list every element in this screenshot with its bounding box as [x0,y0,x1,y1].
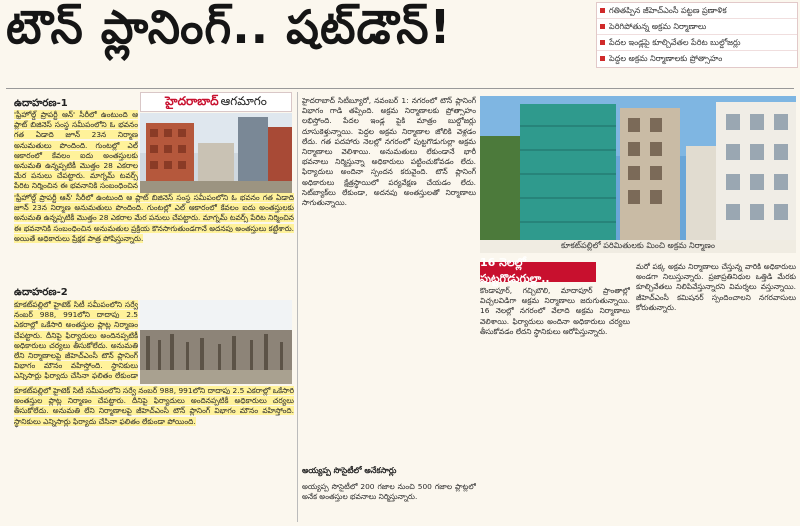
bullet-icon [600,40,605,45]
demolition-photo [140,300,292,384]
brand-strip [140,92,292,112]
bullet-icon [600,24,605,29]
example-1-label: ఉదాహరణ-1 [14,98,68,109]
column-rule [297,92,298,522]
article-text: 'ఫ్రీహోల్డ్ ప్రాపర్టీ ఆన్' సీరీలో ఉంటుంది ఆ ప్లాట్ బిజినెస్ సంస్థ సమీపంలోని ఓ భవనం గత ఏడాది జూన్ 23న నిర్మాణ అనుమతులు పొందింది. గుంటల్లో ఎల్ ఆకారంలో కేవలం ఐదు అంతస్తులకు అనుమతి ఉన్నప్పటికీ మొత్తం 28 ఎకరాల మేర పనులు చేపట్టారు. మాగ్నమ్ టవర్స్ పేరిట నిర్మించిన ఈ భవనానికి సంబంధించిన అనుమతుల ప్రక్రియ కొనసాగుతుండగానే అదనపు అంతస్తులు కట్టేశారు. అయితే అధికారులు ప్రేక్షక పాత్ర పోషిస్తున్నారు. [14,193,294,243]
article-col1-sec2 [14,300,138,380]
bullet-icon [600,8,605,13]
article-col1-bottom [14,386,294,522]
example-2-label: ఉదాహరణ-2 [14,287,68,298]
red-subhead: 16 నెలల్లో పుట్టగొడుగుల్లా.. [480,262,596,282]
article-text: మరో పక్క అక్రమ నిర్మాణాలు చేస్తున్న వారికి అధికారులు అండగా నిలుస్తున్నారు. ప్రజాప్రతినిధుల ఒత్తిడి మేరకు కూల్చివేతలు నిలిపివేస్తున్నారని విమర్శలు వస్తున్నాయి. జీహెచ్ఎంసీ కమిషనర్ స్పందించాలని నగరవాసులు కోరుతున్నారు. [636,262,796,312]
article-text: 'ఫ్రీహోల్డ్ ప్రాపర్టీ ఆన్' సీరీలో ఉంటుంది ఆ ప్లాట్ బిజినెస్ సంస్థ సమీపంలోని ఓ భవనం గత ఏడాది జూన్ 23న నిర్మాణ అనుమతులు పొందింది. గుంటల్లో ఎల్ ఆకారంలో కేవలం ఐదు అంతస్తులకు అనుమతి ఉన్నప్పటికీ మొత్తం 28 ఎకరాల మేర పనులు చేపట్టారు. మాగ్నమ్ టవర్స్ పేరిట నిర్మించిన ఈ భవనానికి సంబంధించిన [14,110,138,190]
article-text: కూకట్‌పల్లిలో హైటెక్ సిటీ సమీపంలోని సర్వే నంబర్ 988, 991లోని దాదాపు 2.5 ఎకరాల్లో ఒకేసారి అంతస్తుల ప్లాట్ల నిర్మాణం చేపట్టారు. దీనిపై ఫిర్యాదులు అందినప్పటికీ అధికారులు చర్యలు తీసుకోలేదు. అనుమతి లేని నిర్మాణాలపై జీహెచ్ఎంసీ టౌన్ ప్లానింగ్ విభాగం మౌనం వహిస్తోంది. స్థానికులు ఎన్నిసార్లు ఫిర్యాదు చేసినా ఫలితం లేకుండా [14,300,138,380]
bullet-box [596,2,798,68]
article-col2 [302,96,476,464]
bullet-item: పేదల ఇండ్లపై కూల్చివేతల పేరిట బుల్డోజర్లు [597,35,797,51]
article-col3 [480,286,630,522]
main-headline: టౌన్ ప్లానింగ్.. షట్‌డౌన్! [6,2,452,54]
col2-subhead: అయ్యప్ప సొసైటీలో అనేకసార్లు [302,466,397,475]
bullet-icon [600,56,605,61]
brand-red: హైదరాబాద్ [165,93,219,108]
bullet-item: గతితప్పిన జీహెచ్ఎంసీ పట్టణ ప్రణాళిక [597,3,797,19]
bullet-item: పెరిగిపోతున్న అక్రమ నిర్మాణాలు [597,19,797,35]
article-col1-mid [14,193,294,281]
photo-caption: కూకట్‌పల్లిలో పరిమితులకు మించి అక్రమ నిర్మాణం [480,240,796,253]
article-col4 [636,262,796,522]
article-col2-bottom [302,482,476,522]
building-photo-1 [140,113,292,193]
headline-rule [6,88,794,89]
bullet-item: పెద్దల అక్రమ నిర్మాణాలకు ప్రోత్సాహం [597,51,797,66]
article-col1-top [14,110,138,190]
article-text: కొండాపూర్, గచ్చిబౌలి, మాదాపూర్ ప్రాంతాల్లో విచ్చలవిడిగా అక్రమ నిర్మాణాలు జరుగుతున్నాయి. 16 నెలల్లో నగరంలో వేలాది అక్రమ నిర్మాణాలు వెలిశాయి. ఫిర్యాదులు అందినా అధికారులు చర్యలు తీసుకోవడం లేదని స్థానికులు ఆరోపిస్తున్నారు. [480,286,630,336]
article-text: కూకట్‌పల్లిలో హైటెక్ సిటీ సమీపంలోని సర్వే నంబర్ 988, 991లోని దాదాపు 2.5 ఎకరాల్లో ఒకేసారి అంతస్తుల ప్లాట్ల నిర్మాణం చేపట్టారు. దీనిపై ఫిర్యాదులు అందినప్పటికీ అధికారులు చర్యలు తీసుకోలేదు. అనుమతి లేని నిర్మాణాలపై జీహెచ్ఎంసీ టౌన్ ప్లానింగ్ విభాగం మౌనం వహిస్తోంది. స్థానికులు ఎన్నిసార్లు ఫిర్యాదు చేసినా ఫలితం లేకుండా పోయింది. [14,386,294,426]
building-photo-main [480,96,796,240]
article-text: అయ్యప్ప సొసైటీలో 200 గజాల నుంచి 500 గజాల ప్లాట్లలో అనేక అంతస్తుల భవనాలు నిర్మిస్తున్నారు. [302,482,476,502]
article-text: హైదరాబాద్ సిటీబ్యూరో, నవంబర్ 1: నగరంలో టౌన్ ప్లానింగ్ విభాగం గాడి తప్పింది. అక్రమ నిర్మాణాలకు ప్రోత్సాహం లభిస్తోంది. పేదల ఇండ్ల పైకి మాత్రం బుల్డోజర్లు దూసుకెళ్తున్నాయి. పెద్దల అక్రమ నిర్మాణాల జోలికి వెళ్లడం లేదు. గత పదహారు నెలల్లో నగరంలో పుట్టగొడుగుల్లా అక్రమ నిర్మాణాలు వెలిశాయి. అనుమతులు లేకుండానే భారీ భవనాలు నిర్మిస్తున్నా అధికారులు పట్టించుకోవడం లేదు. ఫిర్యాదులు అందినా స్పందన కరువైంది. టౌన్ ప్లానింగ్ అధికారులు క్షేత్రస్థాయిలో పర్యవేక్షణ చేయడం లేదు. సెట్‌బ్యాక్‌లు లేకుండా, అదనపు అంతస్తులతో నిర్మాణాలు సాగుతున్నాయి. [302,96,476,208]
brand-black: ఆగమాగం [220,93,267,108]
